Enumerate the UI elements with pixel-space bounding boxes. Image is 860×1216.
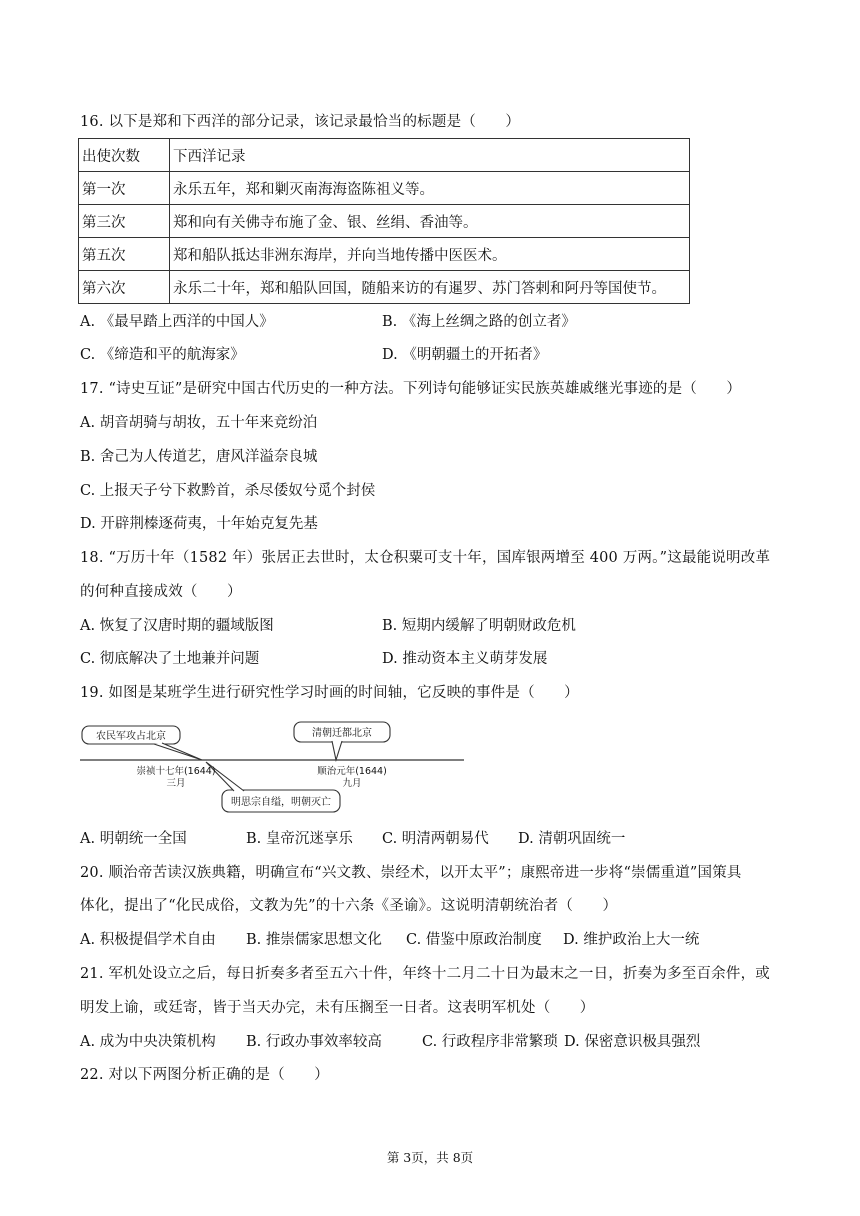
table-row — [79, 172, 690, 205]
q20-option-c: C. 借鉴中原政治制度 — [406, 932, 542, 948]
q19-option-c: C. 明清两朝易代 — [382, 831, 489, 847]
q17-option-d: D. 开辟荆榛逐荷夷，十年始克复先基 — [80, 516, 318, 532]
page-number-footer: 第 3页，共 8页 — [386, 1150, 474, 1165]
table-cell: 郑和船队抵达非洲东海岸，并向当地传播中医医术。 — [170, 238, 690, 271]
table-header-row — [79, 139, 690, 172]
table-header-cell: 出使次数 — [79, 139, 170, 172]
q19-option-d: D. 清朝巩固统一 — [518, 831, 626, 847]
question-19-stem: 19. 如图是某班学生进行研究性学习时画的时间轴，它反映的事件是（ ） — [80, 685, 579, 701]
voyage-record-table — [78, 138, 690, 304]
question-21-stem-line1: 21. 军机处设立之后，每日折奏多者至五六十件，年终十二月二十日为最末之一日，折奏为多至百余件，或 — [80, 966, 770, 982]
question-21-stem-line2: 明发上谕，或廷寄，皆于当天办完，未有压搁至一日者。这表明军机处（ ） — [80, 1000, 595, 1016]
table-row — [79, 238, 690, 271]
bubble-ming-fall-text: 明思宗自缢，明朝灭亡 — [231, 797, 331, 808]
q16-option-a: A. 《最早踏上西洋的中国人》 — [80, 314, 274, 330]
q16-option-c: C. 《缔造和平的航海家》 — [80, 347, 245, 363]
q20-option-a: A. 积极提倡学术自由 — [80, 932, 216, 948]
q16-option-b: B. 《海上丝绸之路的创立者》 — [382, 314, 576, 330]
q17-option-c: C. 上报天子兮下救黔首，杀尽倭奴兮觅个封侯 — [80, 483, 376, 499]
question-17-stem: 17. “诗史互证”是研究中国古代历史的一种方法。下列诗句能够证实民族英雄戚继光事迹的是（ ） — [80, 381, 742, 397]
bubble-peasant-army — [82, 726, 202, 760]
bubble-qing-capital-text: 清朝迁都北京 — [312, 728, 372, 739]
q21-option-d: D. 保密意识极具强烈 — [564, 1034, 701, 1050]
q21-option-b: B. 行政办事效率较高 — [246, 1034, 382, 1050]
q20-option-b: B. 推崇儒家思想文化 — [246, 932, 382, 948]
q18-option-d: D. 推动资本主义萌芽发展 — [382, 651, 548, 667]
q20-option-d: D. 维护政治上大一统 — [563, 932, 700, 948]
question-22-stem: 22. 对以下两图分析正确的是（ ） — [80, 1067, 329, 1083]
timeline-label-left-year: 崇祯十七年(1644) — [136, 766, 216, 777]
question-20-stem-line1: 20. 顺治帝苦读汉族典籍，明确宣布“兴文教、崇经术，以开太平”；康熙帝进一步将“崇儒重道”国策具 — [80, 865, 742, 881]
bubble-peasant-army-text: 农民军攻占北京 — [96, 731, 166, 742]
table-cell: 第六次 — [79, 271, 170, 304]
timeline-label-right-month: 九月 — [342, 778, 362, 789]
question-20-stem-line2: 体化，提出了“化民成俗，文教为先”的十六条《圣谕》。这说明清朝统治者（ ） — [80, 898, 618, 914]
timeline-label-right-year: 顺治元年(1644) — [317, 766, 387, 777]
q18-option-a: A. 恢复了汉唐时期的疆域版图 — [80, 618, 274, 634]
table-row — [79, 205, 690, 238]
timeline-diagram — [80, 716, 470, 816]
q18-option-c: C. 彻底解决了土地兼并问题 — [80, 651, 260, 667]
q16-option-d: D. 《明朝疆土的开拓者》 — [382, 347, 548, 363]
q18-option-b: B. 短期内缓解了明朝财政危机 — [382, 618, 576, 634]
table-row — [79, 271, 690, 304]
q21-option-a: A. 成为中央决策机构 — [80, 1034, 216, 1050]
table-cell: 第五次 — [79, 238, 170, 271]
question-18-stem-line2: 的何种直接成效（ ） — [80, 584, 242, 600]
question-18-stem-line1: 18. “万历十年（1582 年）张居正去世时，太仓积粟可支十年，国库银两增至 400 万两。”这最能说明改革 — [80, 550, 771, 566]
q19-option-a: A. 明朝统一全国 — [80, 831, 187, 847]
q21-option-c: C. 行政程序非常繁琐 — [422, 1034, 558, 1050]
bubble-qing-capital — [294, 722, 390, 760]
q19-option-b: B. 皇帝沉迷享乐 — [246, 831, 353, 847]
table-cell: 永乐五年，郑和剿灭南海海盗陈祖义等。 — [170, 172, 690, 205]
timeline-label-left-month: 三月 — [166, 778, 186, 789]
table-cell: 永乐二十年，郑和船队回国，随船来访的有暹罗、苏门答剌和阿丹等国使节。 — [170, 271, 690, 304]
q17-option-b: B. 舍己为人传道艺，唐风洋溢奈良城 — [80, 449, 318, 465]
table-cell: 第三次 — [79, 205, 170, 238]
q17-option-a: A. 胡音胡骑与胡妆，五十年来竞纷泊 — [80, 415, 318, 431]
table-cell: 郑和向有关佛寺布施了金、银、丝绢、香油等。 — [170, 205, 690, 238]
table-header-cell: 下西洋记录 — [170, 139, 690, 172]
question-16-stem: 16. 以下是郑和下西洋的部分记录，该记录最恰当的标题是（ ） — [80, 114, 521, 130]
table-cell: 第一次 — [79, 172, 170, 205]
